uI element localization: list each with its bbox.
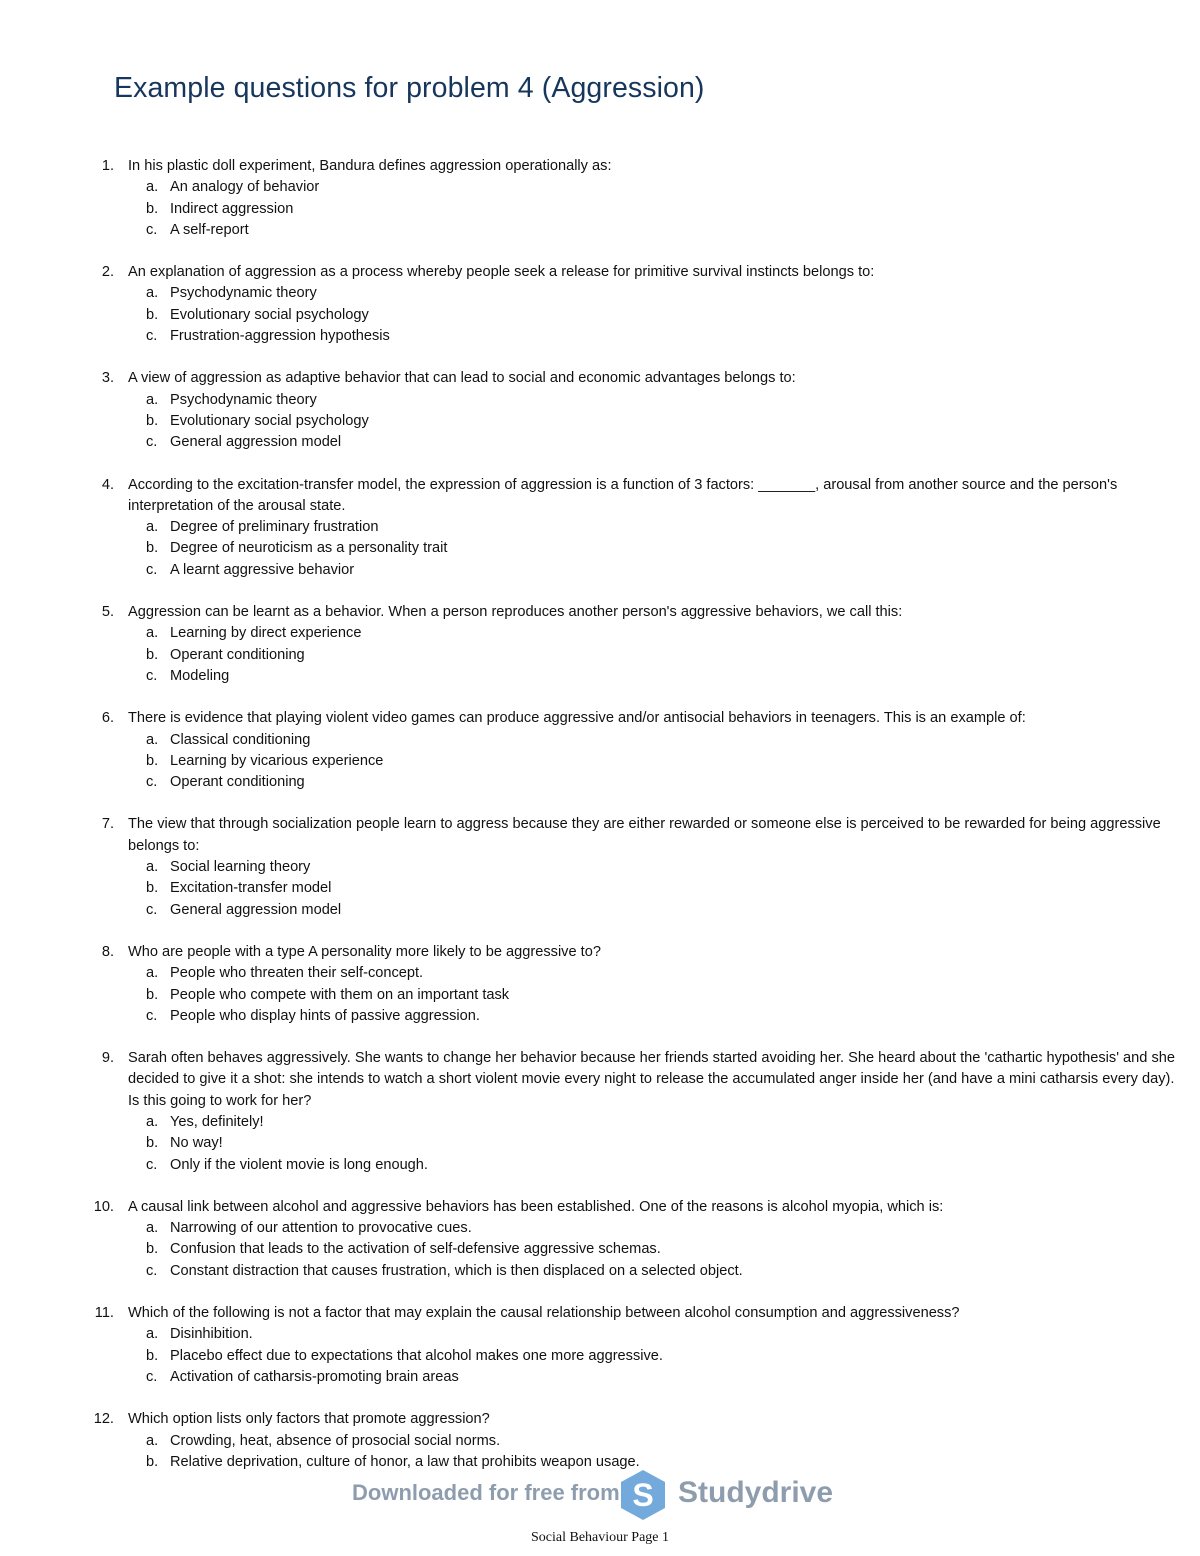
option-letter: a. xyxy=(146,1326,159,1343)
option-text: A self-report xyxy=(170,221,249,238)
answer-option xyxy=(0,1324,1200,1345)
answer-option xyxy=(0,390,1200,411)
option-text: A learnt aggressive behavior xyxy=(170,561,355,578)
answer-option xyxy=(0,1133,1200,1154)
question-item xyxy=(0,942,1200,1027)
question-stem: Aggression can be learnt as a behavior. When a person reproduces another person's aggressive behaviors, we call this: xyxy=(128,604,903,621)
option-letter: b. xyxy=(146,1347,159,1364)
option-letter: a. xyxy=(146,179,159,196)
answer-option xyxy=(0,623,1200,644)
page-title: Example questions for problem 4 (Aggression) xyxy=(114,72,705,104)
question-number: 3. xyxy=(101,370,114,387)
option-letter: c. xyxy=(146,561,158,578)
answer-option xyxy=(0,1155,1200,1176)
option-text: Psychodynamic theory xyxy=(170,391,317,408)
answer-option xyxy=(0,730,1200,751)
question-text xyxy=(0,156,1200,177)
option-letter: b. xyxy=(146,200,159,217)
question-number: 1. xyxy=(101,158,114,174)
question-stem: Which of the following is not a factor that may explain the causal relationship between alcohol consumption and aggressiveness? xyxy=(128,1305,960,1322)
answer-option xyxy=(0,1218,1200,1239)
option-letter: c. xyxy=(146,328,158,345)
question-text xyxy=(0,1197,1200,1218)
option-text: Crowding, heat, absence of prosocial social norms. xyxy=(170,1432,501,1449)
option-letter: a. xyxy=(146,859,159,876)
option-letter: c. xyxy=(146,1368,158,1385)
question-item xyxy=(0,814,1200,920)
option-letter: c. xyxy=(146,434,158,451)
option-letter: c. xyxy=(146,1262,158,1279)
question-text xyxy=(0,1409,1200,1430)
option-letter: b. xyxy=(146,646,159,663)
question-list xyxy=(0,156,1200,1473)
question-item xyxy=(0,156,1200,241)
answer-option xyxy=(0,560,1200,581)
option-letter: b. xyxy=(146,986,159,1003)
option-letter: b. xyxy=(146,412,159,429)
option-text: No way! xyxy=(170,1135,223,1152)
answer-option xyxy=(0,645,1200,666)
option-text: People who threaten their self-concept. xyxy=(170,965,424,982)
question-item xyxy=(0,1197,1200,1282)
option-letter: a. xyxy=(146,1432,159,1449)
option-letter: a. xyxy=(146,965,159,982)
watermark-brand: Studydrive xyxy=(678,1476,834,1509)
answer-option xyxy=(0,985,1200,1006)
option-letter: a. xyxy=(146,285,159,302)
answer-option xyxy=(0,1346,1200,1367)
question-text xyxy=(0,1048,1200,1112)
option-text: General aggression model xyxy=(170,434,342,451)
answer-option xyxy=(0,411,1200,432)
question-stem: There is evidence that playing violent video games can produce aggressive and/or antisocial behaviors in teenagers. This is an example of: xyxy=(128,710,1026,727)
option-text: Activation of catharsis-promoting brain areas xyxy=(170,1368,459,1385)
page-footer: Social Behaviour Page 1 xyxy=(530,1530,670,1545)
option-text: Frustration-aggression hypothesis xyxy=(170,328,390,345)
option-text: Classical conditioning xyxy=(170,731,311,748)
question-stem: The view that through socialization people learn to aggress because they are either rewarded or someone else is perceived to be rewarded for being aggressive belongs to: xyxy=(128,816,1161,854)
studydrive-logo-icon xyxy=(616,1468,670,1522)
option-text: Degree of neuroticism as a personality trait xyxy=(170,540,448,557)
answer-option xyxy=(0,878,1200,899)
option-text: Narrowing of our attention to provocative cues. xyxy=(170,1220,472,1237)
option-text: Degree of preliminary frustration xyxy=(170,519,379,536)
question-number: 9. xyxy=(101,1050,114,1067)
question-stem: A view of aggression as adaptive behavior that can lead to social and economic advantages belongs to: xyxy=(128,370,796,387)
question-text xyxy=(0,602,1200,623)
answer-option xyxy=(0,1431,1200,1452)
logo-letter: S xyxy=(632,1477,654,1513)
question-stem: An explanation of aggression as a process whereby people seek a release for primitive survival instincts belongs to: xyxy=(128,264,875,281)
option-letter: c. xyxy=(146,221,158,238)
option-text: Only if the violent movie is long enough. xyxy=(170,1156,428,1173)
question-number: 7. xyxy=(101,816,114,833)
option-text: People who compete with them on an important task xyxy=(170,986,510,1003)
question-text xyxy=(0,1303,1200,1324)
question-number: 2. xyxy=(101,264,114,281)
question-number: 6. xyxy=(101,710,114,727)
question-item xyxy=(0,1303,1200,1388)
option-text: Constant distraction that causes frustration, which is then displaced on a selected object. xyxy=(170,1262,743,1279)
option-letter: b. xyxy=(146,306,159,323)
option-letter: b. xyxy=(146,1241,159,1258)
answer-option xyxy=(0,900,1200,921)
option-text: Yes, definitely! xyxy=(170,1113,264,1130)
studydrive-watermark[interactable] xyxy=(352,1466,852,1522)
option-letter: a. xyxy=(146,391,159,408)
option-text: Disinhibition. xyxy=(170,1326,253,1343)
option-text: Evolutionary social psychology xyxy=(170,412,369,429)
question-number: 8. xyxy=(101,943,114,960)
question-text xyxy=(0,262,1200,283)
option-text: Indirect aggression xyxy=(170,200,294,217)
watermark-text: Downloaded for free from xyxy=(352,1480,620,1505)
option-text: Evolutionary social psychology xyxy=(170,306,369,323)
option-letter: a. xyxy=(146,519,159,536)
answer-option xyxy=(0,1367,1200,1388)
answer-option xyxy=(0,1112,1200,1133)
question-number: 10. xyxy=(93,1198,114,1215)
question-text xyxy=(0,708,1200,729)
option-letter: a. xyxy=(146,1113,159,1130)
option-letter: c. xyxy=(146,1156,158,1173)
question-stem: In his plastic doll experiment, Bandura defines aggression operationally as: xyxy=(128,158,612,174)
option-letter: c. xyxy=(146,774,158,791)
option-text: Excitation-transfer model xyxy=(170,880,332,897)
question-stem: According to the excitation-transfer model, the expression of aggression is a function of 3 factors: _______, arousal from another source and the person's interpretation of the arousal state. xyxy=(128,476,1118,514)
answer-option xyxy=(0,772,1200,793)
question-number: 11. xyxy=(94,1305,114,1322)
option-text: Confusion that leads to the activation of self-defensive aggressive schemas. xyxy=(170,1241,661,1258)
question-text xyxy=(0,475,1200,518)
option-text: Learning by vicarious experience xyxy=(170,752,384,769)
question-item xyxy=(0,262,1200,347)
answer-option xyxy=(0,305,1200,326)
option-text: People who display hints of passive aggression. xyxy=(170,1007,480,1024)
option-letter: b. xyxy=(146,880,159,897)
answer-option xyxy=(0,199,1200,220)
option-letter: b. xyxy=(146,1453,159,1470)
option-letter: a. xyxy=(146,1220,159,1237)
question-text xyxy=(0,368,1200,389)
answer-option xyxy=(0,666,1200,687)
question-item xyxy=(0,368,1200,453)
answer-option xyxy=(0,1261,1200,1282)
question-number: 5. xyxy=(101,604,114,621)
answer-option xyxy=(0,517,1200,538)
answer-option xyxy=(0,220,1200,241)
option-text: Learning by direct experience xyxy=(170,625,362,642)
question-item xyxy=(0,1409,1200,1473)
option-letter: c. xyxy=(146,667,158,684)
option-text: Social learning theory xyxy=(170,859,311,876)
option-letter: a. xyxy=(146,625,159,642)
option-letter: a. xyxy=(146,731,159,748)
question-item xyxy=(0,475,1200,581)
option-letter: b. xyxy=(146,752,159,769)
answer-option xyxy=(0,1239,1200,1260)
question-stem: A causal link between alcohol and aggressive behaviors has been established. One of the reasons is alcohol myopia, which is: xyxy=(128,1198,944,1215)
option-letter: c. xyxy=(146,901,158,918)
option-text: Placebo effect due to expectations that alcohol makes one more aggressive. xyxy=(170,1347,663,1364)
answer-option xyxy=(0,1006,1200,1027)
question-stem: Which option lists only factors that promote aggression? xyxy=(128,1411,490,1428)
option-text: An analogy of behavior xyxy=(170,179,320,196)
option-letter: b. xyxy=(146,1135,159,1152)
option-text: Modeling xyxy=(170,667,230,684)
question-item xyxy=(0,708,1200,793)
option-letter: c. xyxy=(146,1007,158,1024)
option-letter: b. xyxy=(146,540,159,557)
answer-option xyxy=(0,538,1200,559)
question-stem: Who are people with a type A personality more likely to be aggressive to? xyxy=(128,943,601,960)
answer-option xyxy=(0,963,1200,984)
question-number: 12. xyxy=(93,1411,114,1428)
question-item xyxy=(0,602,1200,687)
option-text: General aggression model xyxy=(170,901,342,918)
option-text: Relative deprivation, culture of honor, a law that prohibits weapon usage. xyxy=(170,1453,640,1470)
answer-option xyxy=(0,177,1200,198)
answer-option xyxy=(0,751,1200,772)
question-text xyxy=(0,942,1200,963)
answer-option xyxy=(0,326,1200,347)
question-item xyxy=(0,1048,1200,1176)
answer-option xyxy=(0,857,1200,878)
question-text xyxy=(0,814,1200,857)
answer-option xyxy=(0,432,1200,453)
question-number: 4. xyxy=(101,476,114,493)
option-text: Operant conditioning xyxy=(170,646,305,663)
option-text: Psychodynamic theory xyxy=(170,285,317,302)
question-stem: Sarah often behaves aggressively. She wants to change her behavior because her friends started avoiding her. She heard about the 'cathartic hypothesis' and she decided to give it a shot: she intends to watch a short violent movie every night to release the accumulated anger inside her (and have a mini catharsis every day). Is this going to work for her? xyxy=(128,1050,1175,1109)
answer-option xyxy=(0,283,1200,304)
option-text: Operant conditioning xyxy=(170,774,305,791)
